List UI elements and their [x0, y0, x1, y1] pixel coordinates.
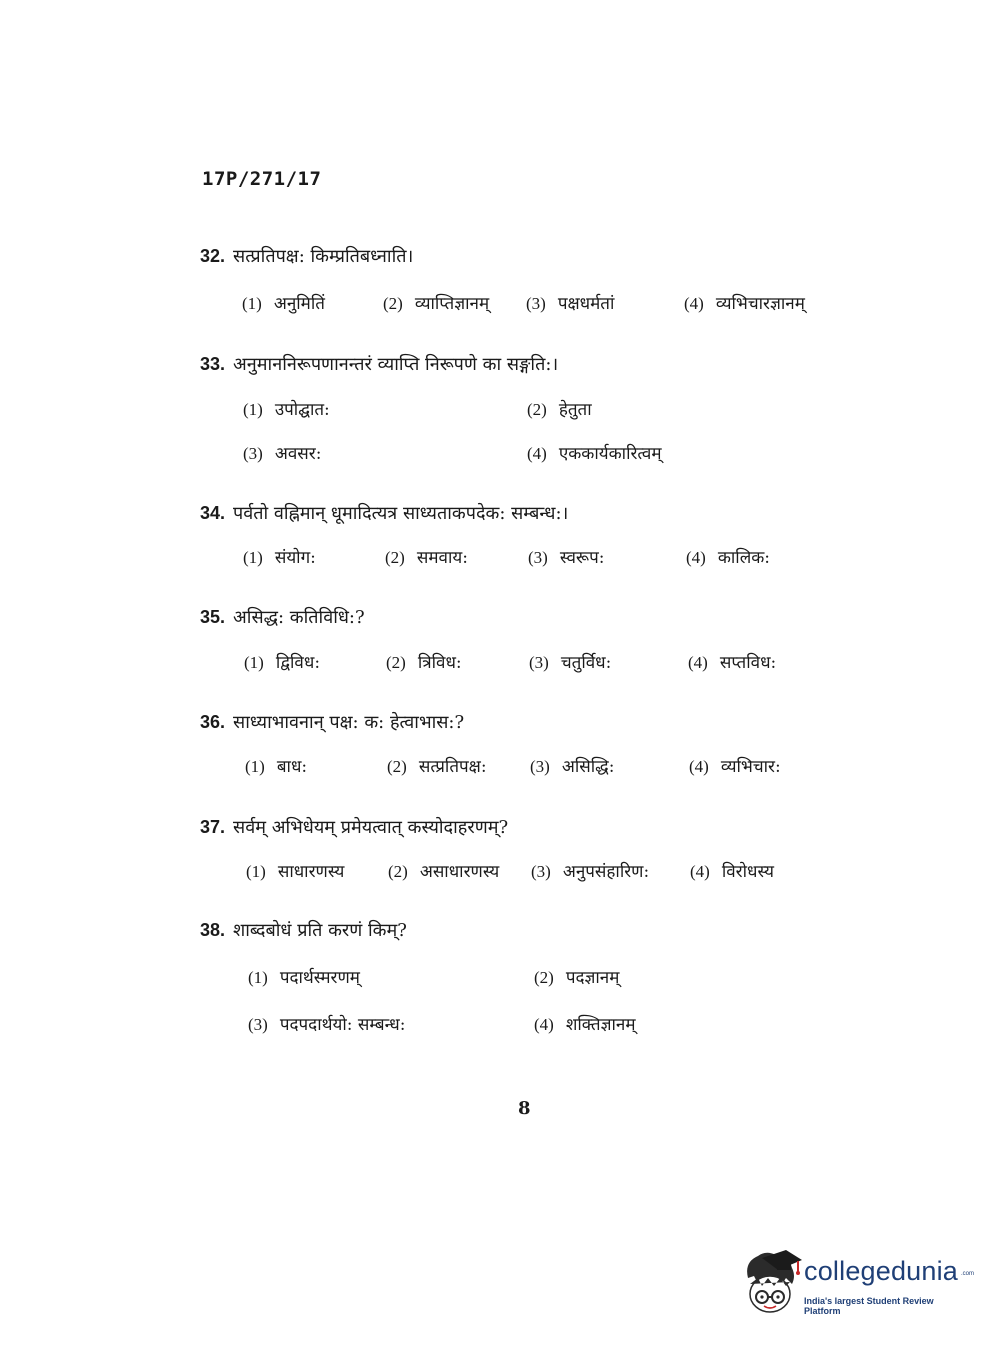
question-text: अनुमाननिरूपणानन्तरं व्याप्ति निरूपणे का सङ्गति:। — [233, 354, 559, 375]
option: (2) हेतुता — [527, 400, 592, 420]
question-number: 33. — [200, 354, 226, 374]
option: (2) असाधारणस्य — [388, 862, 500, 882]
option: (1) उपोद्घात: — [243, 400, 330, 420]
question-text: सत्प्रतिपक्ष: किम्प्रतिबध्नाति। — [233, 246, 414, 267]
option: (3) पक्षधर्मतां — [526, 294, 615, 314]
option: (4) सप्तविध: — [688, 653, 777, 673]
page-number: 8 — [518, 1098, 531, 1119]
option: (3) अनुपसंहारिण: — [531, 862, 650, 882]
question-number: 32. — [200, 246, 226, 266]
question-text: सर्वम् अभिधेयम् प्रमेयत्वात् कस्योदाहरणम्? — [233, 817, 509, 838]
option: (1) द्विविध: — [244, 653, 321, 673]
question-number: 36. — [200, 712, 226, 732]
option: (1) बाध: — [245, 757, 308, 777]
paper-code: 17P/271/17 — [202, 168, 322, 190]
question-number: 34. — [200, 503, 226, 523]
option: (1) संयोग: — [243, 548, 316, 568]
student-mascot-icon — [742, 1248, 802, 1318]
question-text: साध्याभावनान् पक्ष: क: हेत्वाभास:? — [233, 712, 465, 733]
logo-name: collegedunia — [804, 1256, 959, 1286]
question-number: 35. — [200, 607, 226, 627]
option: (4) व्यभिचार: — [689, 757, 781, 777]
option: (2) व्याप्तिज्ञानम् — [383, 294, 490, 314]
option: (4) एककार्यकारित्वम् — [527, 444, 662, 464]
question-text: पर्वतो वह्निमान् धूमादित्यत्र साध्यताकपदेक: सम्बन्ध:। — [233, 503, 569, 524]
option: (2) सत्प्रतिपक्ष: — [387, 757, 487, 777]
option: (3) अवसर: — [243, 444, 322, 464]
question-34 — [200, 501, 568, 525]
option: (4) विरोधस्य — [690, 862, 774, 882]
option: (1) साधारणस्य — [246, 862, 345, 882]
question-36 — [200, 710, 464, 734]
option: (3) पदपदार्थयो: सम्बन्ध: — [248, 1015, 406, 1035]
option: (4) शक्तिज्ञानम् — [534, 1015, 636, 1035]
option: (2) पदज्ञानम् — [534, 968, 620, 988]
question-text: असिद्ध: कतिविधि:? — [233, 607, 365, 628]
option: (2) समवाय: — [385, 548, 468, 568]
question-32 — [200, 244, 413, 268]
option: (3) असिद्धि: — [530, 757, 615, 777]
option: (3) चतुर्विध: — [529, 653, 612, 673]
question-33 — [200, 352, 558, 376]
option: (2) त्रिविध: — [386, 653, 462, 673]
option: (4) कालिक: — [686, 548, 770, 568]
question-35 — [200, 605, 365, 629]
logo-tagline: India's largest Student Review Platform — [804, 1296, 934, 1316]
logo-suffix: .com — [961, 1271, 975, 1277]
question-number: 38. — [200, 920, 226, 940]
question-number: 37. — [200, 817, 226, 837]
option: (1) पदार्थस्मरणम् — [248, 968, 360, 988]
question-38 — [200, 918, 407, 942]
option: (1) अनुमितिं — [242, 294, 325, 314]
option: (3) स्वरूप: — [528, 548, 605, 568]
question-text: शाब्दबोधं प्रति करणं किम्? — [233, 920, 407, 941]
option: (4) व्यभिचारज्ञानम् — [684, 294, 805, 314]
question-37 — [200, 815, 508, 839]
collegedunia-logo[interactable] — [742, 1248, 975, 1318]
